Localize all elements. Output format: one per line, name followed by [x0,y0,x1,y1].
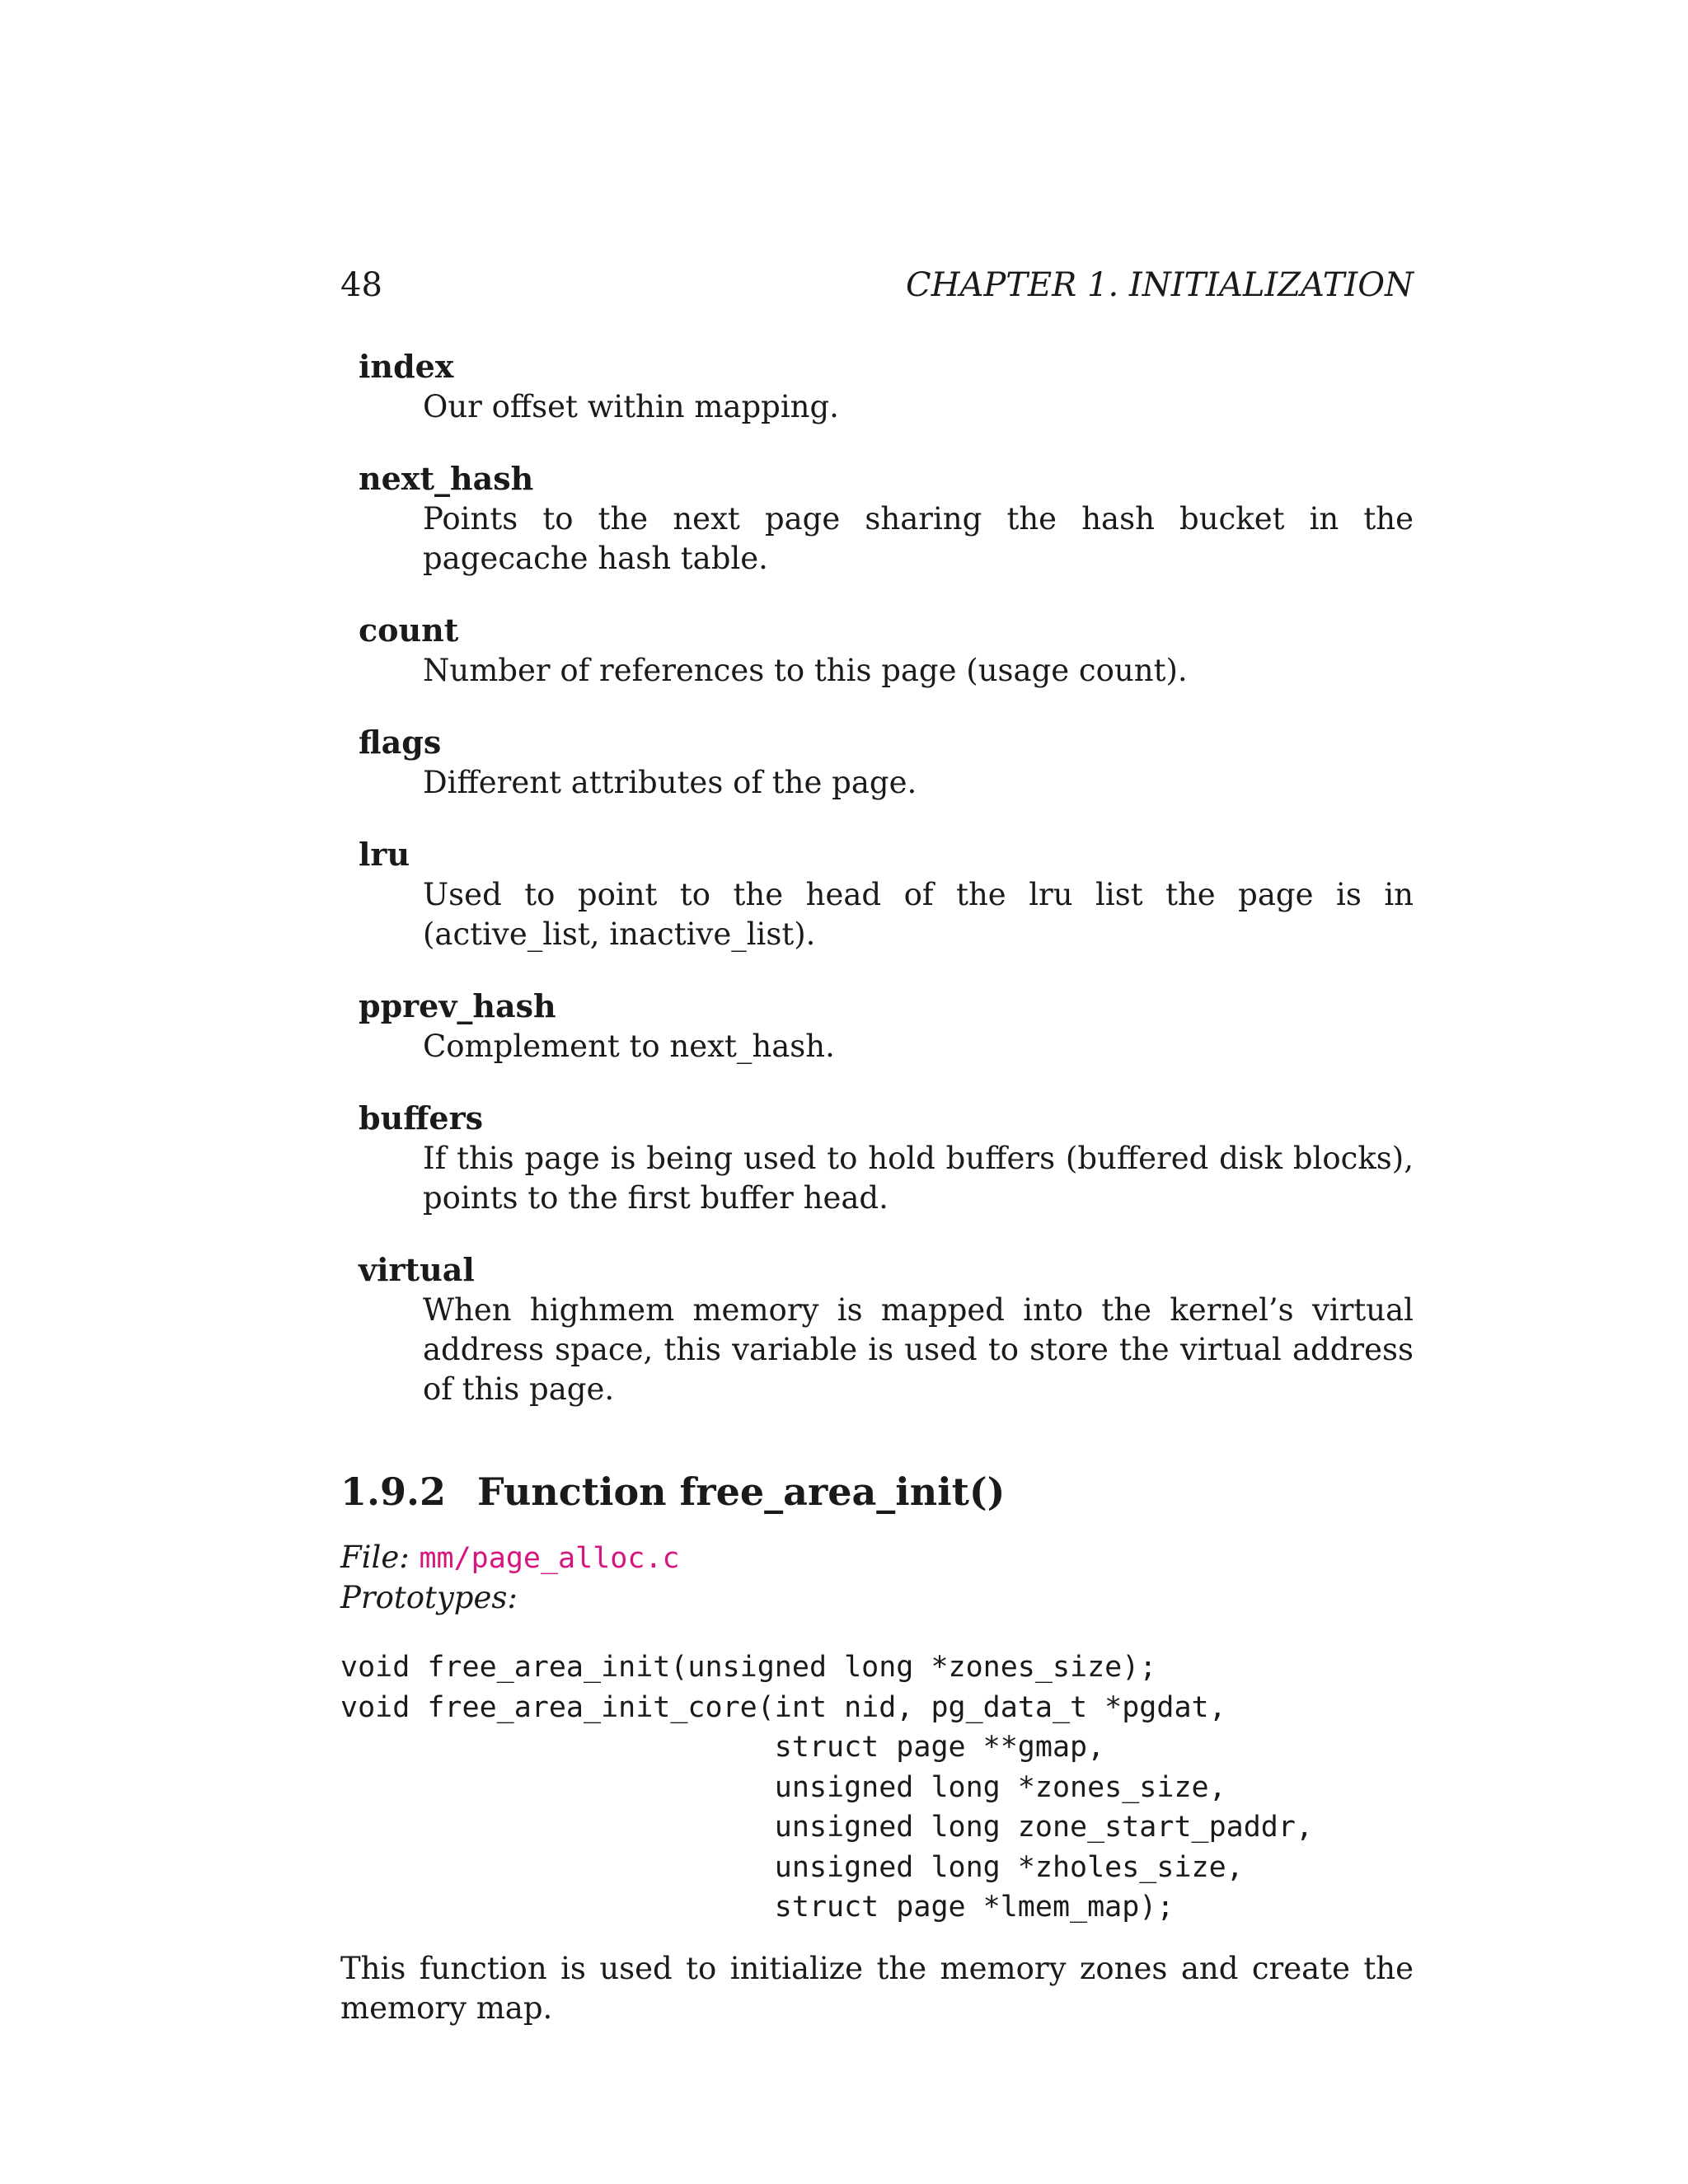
field-name: pprev_hash [359,987,556,1024]
field-name: virtual [359,1251,475,1288]
field-description: Different attributes of the page. [423,765,917,800]
field-description: Complement to next_hash. [423,1029,835,1064]
field-description: Our offset within mapping. [423,389,839,424]
field-description: Number of references to this page (usage count). [423,653,1188,688]
field-item-virtual [340,1249,1414,1409]
field-item-pprev-hash [340,986,1414,1066]
file-line [340,1538,1414,1578]
field-item-lru [340,834,1414,954]
field-item-buffers [340,1098,1414,1218]
field-description: Points to the next page sharing the hash bucket in the pagecache hash table. [423,501,1414,576]
page-number: 48 [340,266,382,304]
field-name: count [359,612,459,649]
prototypes-label: Prototypes: [340,1580,518,1615]
field-description: Used to point to the head of the lru list the page is in (active_list, inactive_list). [423,877,1414,952]
running-head: CHAPTER 1. INITIALIZATION [906,266,1414,304]
file-label: File: [340,1540,410,1575]
field-item-count [340,610,1414,691]
field-description: When highmem memory is mapped into the kernel’s virtual address space, this variable is used to store the virtual address of this page. [423,1292,1414,1407]
field-list [340,346,1414,1409]
field-name: flags [359,724,442,761]
section-number: 1.9.2 [340,1469,447,1514]
field-item-next-hash [340,458,1414,579]
page-header [340,262,1414,308]
field-name: lru [359,836,410,873]
field-name: index [359,348,454,385]
section-title: Function free_area_init() [477,1469,1006,1514]
page-content [340,346,1414,2028]
section-heading [340,1467,1414,1516]
field-item-flags [340,722,1414,803]
code-block: void free_area_init(unsigned long *zones_size); void free_area_init_core(int nid, pg_data_t *pgdat, struct page **gmap, unsigned long *zones_size, unsigned long zone_start_paddr, unsigned long *zholes_size, struct page *lmem_map); [340,1651,1314,1924]
file-path-link[interactable]: mm/page_alloc.c [419,1542,680,1575]
section-description: This function is used to initialize the memory zones and create the memory map. [340,1950,1414,2026]
field-name: buffers [359,1099,483,1137]
field-item-index [340,346,1414,427]
field-name: next_hash [359,460,534,497]
field-description: If this page is being used to hold buffers (buffered disk blocks), points to the first buffer head. [423,1141,1414,1216]
prototypes-line [340,1578,1414,1618]
